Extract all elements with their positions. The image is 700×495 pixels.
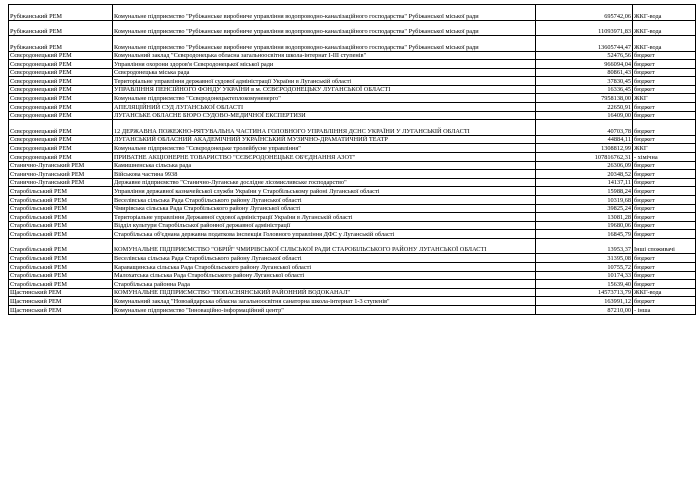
district-cell: Сєвєродонецький РЕМ: [9, 94, 113, 103]
table-row: [9, 135, 696, 144]
table-row: [9, 120, 696, 136]
table-row: [9, 297, 696, 306]
consumer-name-cell: Комунальне підприємство "Рубіжанське виробниче управління водопроводно-каналізаційного господарства" Рубіжанської міської ради: [113, 36, 536, 52]
debtors-sheet: [8, 4, 684, 315]
table-row: [9, 213, 696, 222]
consumer-name-cell: Комунальне підприємство "Сєвєродонецьктеплокомуненерго": [113, 94, 536, 103]
category-cell: бюджет: [633, 170, 696, 179]
category-cell: бюджет: [633, 135, 696, 144]
amount-cell: 13953,37: [536, 238, 633, 254]
amount-cell: 31395,08: [536, 254, 633, 263]
consumer-name-cell: Камишненська сільська рада: [113, 161, 536, 170]
district-cell: Сєвєродонецький РЕМ: [9, 135, 113, 144]
category-cell: бюджет: [633, 161, 696, 170]
table-row: [9, 94, 696, 103]
table-row: [9, 152, 696, 161]
district-cell: Сєвєродонецький РЕМ: [9, 68, 113, 77]
district-cell: Старобільський РЕМ: [9, 280, 113, 289]
category-cell: - хімічна: [633, 152, 696, 161]
table-row: [9, 103, 696, 112]
consumer-name-cell: Сєвєродонецька міська рада: [113, 68, 536, 77]
consumer-name-cell: Малохатська сільська Рада Старобільського району Луганської області: [113, 271, 536, 280]
category-cell: бюджет: [633, 68, 696, 77]
amount-cell: 39825,24: [536, 204, 633, 213]
table-row: [9, 230, 696, 239]
category-cell: ЖКГ-вода: [633, 20, 696, 36]
table-row: [9, 51, 696, 60]
district-cell: Старобільський РЕМ: [9, 238, 113, 254]
district-cell: Сєвєродонецький РЕМ: [9, 103, 113, 112]
table-row: [9, 178, 696, 187]
table-row: [9, 288, 696, 297]
table-row: [9, 204, 696, 213]
amount-cell: 80861,43: [536, 68, 633, 77]
category-cell: бюджет: [633, 204, 696, 213]
amount-cell: 44884,11: [536, 135, 633, 144]
district-cell: Старобільський РЕМ: [9, 230, 113, 239]
amount-cell: 26306,09: [536, 161, 633, 170]
category-cell: бюджет: [633, 280, 696, 289]
consumer-name-cell: Комунальне підприємство "Інноваційно-інформаційний центр": [113, 305, 536, 314]
category-cell: бюджет: [633, 297, 696, 306]
district-cell: Сєвєродонецький РЕМ: [9, 85, 113, 94]
amount-cell: 52476,56: [536, 51, 633, 60]
consumer-name-cell: Територіальне управління Державної судової адміністрації України в Луганській області: [113, 213, 536, 222]
amount-cell: 22650,91: [536, 103, 633, 112]
consumer-name-cell: АПЕЛЯЦІЙНИЙ СУД ЛУГАНСЬКОЇ ОБЛАСТІ: [113, 103, 536, 112]
category-cell: Інші споживачі: [633, 238, 696, 254]
table-row: [9, 60, 696, 69]
district-cell: Сєвєродонецький РЕМ: [9, 120, 113, 136]
table-row: [9, 20, 696, 36]
category-cell: бюджет: [633, 262, 696, 271]
district-cell: Старобільський РЕМ: [9, 221, 113, 230]
consumer-name-cell: Державне підприємство "Станично-Луганське дослідне лісомисливське господарство": [113, 178, 536, 187]
category-cell: бюджет: [633, 60, 696, 69]
district-cell: Сєвєродонецький РЕМ: [9, 77, 113, 86]
consumer-name-cell: Веселівська сільська Рада Старобільського району Луганської області: [113, 254, 536, 263]
category-cell: бюджет: [633, 103, 696, 112]
district-cell: Сєвєродонецький РЕМ: [9, 144, 113, 153]
consumer-name-cell: ЛУГАНСЬКЕ ОБЛАСНЕ БЮРО СУДОВО-МЕДИЧНОЇ ЕКСПЕРТИЗИ: [113, 111, 536, 120]
amount-cell: 40703,78: [536, 120, 633, 136]
category-cell: бюджет: [633, 51, 696, 60]
consumer-name-cell: Чмирівська сільська Рада Старобільського району Луганської області: [113, 204, 536, 213]
table-row: [9, 170, 696, 179]
table-row: [9, 254, 696, 263]
amount-cell: 13081,28: [536, 213, 633, 222]
amount-cell: 87210,00: [536, 305, 633, 314]
district-cell: Сєвєродонецький РЕМ: [9, 152, 113, 161]
district-cell: Сєвєродонецький РЕМ: [9, 60, 113, 69]
category-cell: ЖКГ-вода: [633, 288, 696, 297]
table-row: [9, 161, 696, 170]
consumer-name-cell: УПРАВЛІННЯ ПЕНСІЙНОГО ФОНДУ УКРАЇНИ в м. СЄВЄРОДОНЕЦЬКУ ЛУГАНСЬКОЇ ОБЛАСТІ: [113, 85, 536, 94]
amount-cell: 10174,33: [536, 271, 633, 280]
district-cell: Рубіжанський РЕМ: [9, 5, 113, 21]
amount-cell: 16336,45: [536, 85, 633, 94]
consumer-name-cell: Комунальне підприємство "Рубіжанське виробниче управління водопроводно-каналізаційного господарства" Рубіжанської міської ради: [113, 5, 536, 21]
consumer-name-cell: Веселівська сільська Рада Старобільського району Луганської області: [113, 195, 536, 204]
table-row: [9, 221, 696, 230]
amount-cell: 1308812,99: [536, 144, 633, 153]
district-cell: Старобільський РЕМ: [9, 195, 113, 204]
category-cell: бюджет: [633, 213, 696, 222]
district-cell: Щастинський РЕМ: [9, 305, 113, 314]
table-row: [9, 5, 696, 21]
amount-cell: 15988,24: [536, 187, 633, 196]
district-cell: Сєвєродонецький РЕМ: [9, 111, 113, 120]
category-cell: бюджет: [633, 187, 696, 196]
amount-cell: 19680,06: [536, 221, 633, 230]
district-cell: Старобільський РЕМ: [9, 262, 113, 271]
amount-cell: 10319,68: [536, 195, 633, 204]
consumer-name-cell: ЛУГАНСЬКИЙ ОБЛАСНИЙ АКАДЕМІЧНИЙ УКРАЇНСЬКИЙ МУЗИЧНО-ДРАМАТИЧНИЙ ТЕАТР: [113, 135, 536, 144]
district-cell: Старобільський РЕМ: [9, 204, 113, 213]
consumer-name-cell: Управління охорони здоров'я Сєвєродонецької міської ради: [113, 60, 536, 69]
category-cell: бюджет: [633, 85, 696, 94]
amount-cell: 20348,52: [536, 170, 633, 179]
amount-cell: 16845,79: [536, 230, 633, 239]
table-row: [9, 144, 696, 153]
category-cell: - інша: [633, 305, 696, 314]
consumer-name-cell: Відділ культури Старобільської районної державної адміністрації: [113, 221, 536, 230]
category-cell: бюджет: [633, 120, 696, 136]
category-cell: бюджет: [633, 271, 696, 280]
consumer-name-cell: Управління державної казначейської служби України у Старобільському районі Луганської області: [113, 187, 536, 196]
consumer-name-cell: КОМУНАЛЬНЕ ПІДПРИЄМСТВО "ОБРІЙ" ЧМИРІВСЬКОЇ СІЛЬСЬКОЇ РАДИ СТАРОБІЛЬСЬКОГО РАЙОНУ ЛУГАНСЬКОЇ ОБЛАСТІ: [113, 238, 536, 254]
consumer-name-cell: Комунальне підприємство "Рубіжанське виробниче управління водопроводно-каналізаційного господарства" Рубіжанської міської ради: [113, 20, 536, 36]
category-cell: ЖКГ-вода: [633, 5, 696, 21]
amount-cell: 695742,06: [536, 5, 633, 21]
consumer-name-cell: Територіальне управління державної судової адміністрації України в Луганській області: [113, 77, 536, 86]
district-cell: Старобільський РЕМ: [9, 187, 113, 196]
consumer-name-cell: КОМУНАЛЬНЕ ПІДПРИЄМСТВО "ПОПАСНЯНСЬКИЙ РАЙОННИЙ ВОДОКАНАЛ": [113, 288, 536, 297]
category-cell: бюджет: [633, 195, 696, 204]
consumer-name-cell: Старобільська районна Рада: [113, 280, 536, 289]
table-row: [9, 280, 696, 289]
amount-cell: 16409,00: [536, 111, 633, 120]
category-cell: бюджет: [633, 230, 696, 239]
table-row: [9, 195, 696, 204]
debtors-table: [8, 4, 696, 315]
amount-cell: 163991,12: [536, 297, 633, 306]
amount-cell: 13605744,47: [536, 36, 633, 52]
consumer-name-cell: Комунальний заклад "Сєвєродонецька обласна загальноосвітня школа-інтернат І-ІІІ ступенів": [113, 51, 536, 60]
consumer-name-cell: Військова частина 9938: [113, 170, 536, 179]
amount-cell: 966094,04: [536, 60, 633, 69]
amount-cell: 11093971,83: [536, 20, 633, 36]
category-cell: ЖКГ: [633, 94, 696, 103]
table-row: [9, 111, 696, 120]
category-cell: ЖКГ-вода: [633, 36, 696, 52]
table-row: [9, 262, 696, 271]
consumer-name-cell: Старобільська об'єднана державна податкова інспекція Головного управління ДФС у Луганській області: [113, 230, 536, 239]
category-cell: бюджет: [633, 254, 696, 263]
table-row: [9, 77, 696, 86]
table-row: [9, 68, 696, 77]
amount-cell: 7958138,00: [536, 94, 633, 103]
district-cell: Старобільський РЕМ: [9, 271, 113, 280]
amount-cell: 37830,45: [536, 77, 633, 86]
district-cell: Станично-Луганський РЕМ: [9, 178, 113, 187]
consumer-name-cell: Комунальне підприємство "Сєвєродонецьке тролейбусне управління": [113, 144, 536, 153]
consumer-name-cell: Комунальний заклад "Новоайдарська обласна загальноосвітня санаторна школа-інтернат 1-3 ступенів": [113, 297, 536, 306]
amount-cell: 14137,11: [536, 178, 633, 187]
table-row: [9, 36, 696, 52]
district-cell: Станично-Луганський РЕМ: [9, 161, 113, 170]
district-cell: Рубіжанський РЕМ: [9, 20, 113, 36]
category-cell: бюджет: [633, 77, 696, 86]
table-row: [9, 187, 696, 196]
consumer-name-cell: 12 ДЕРЖАВНА ПОЖЕЖНО-РЯТУВАЛЬНА ЧАСТИНА ГОЛОВНОГО УПРАВЛІННЯ ДСНС УКРАЇНИ У ЛУГАНСЬКІЙ ОБЛАСТІ: [113, 120, 536, 136]
table-row: [9, 271, 696, 280]
district-cell: Старобільський РЕМ: [9, 254, 113, 263]
table-row: [9, 305, 696, 314]
amount-cell: 15639,40: [536, 280, 633, 289]
amount-cell: 10755,72: [536, 262, 633, 271]
district-cell: Щастинський РЕМ: [9, 297, 113, 306]
district-cell: Щастинський РЕМ: [9, 288, 113, 297]
amount-cell: 14573713,79: [536, 288, 633, 297]
amount-cell: 107816762,31: [536, 152, 633, 161]
table-row: [9, 238, 696, 254]
category-cell: бюджет: [633, 178, 696, 187]
consumer-name-cell: Караващинська сільська Рада Старобільського району Луганської області: [113, 262, 536, 271]
table-body: [9, 5, 696, 315]
category-cell: бюджет: [633, 221, 696, 230]
category-cell: бюджет: [633, 111, 696, 120]
district-cell: Старобільський РЕМ: [9, 213, 113, 222]
category-cell: ЖКГ: [633, 144, 696, 153]
district-cell: Сєвєродонецький РЕМ: [9, 51, 113, 60]
consumer-name-cell: ПРИВАТНЕ АКЦІОНЕРНЕ ТОВАРИСТВО "СЄВЄРОДОНЕЦЬКЕ ОБ'ЄДНАННЯ АЗОТ": [113, 152, 536, 161]
district-cell: Станично-Луганський РЕМ: [9, 170, 113, 179]
district-cell: Рубіжанський РЕМ: [9, 36, 113, 52]
table-row: [9, 85, 696, 94]
